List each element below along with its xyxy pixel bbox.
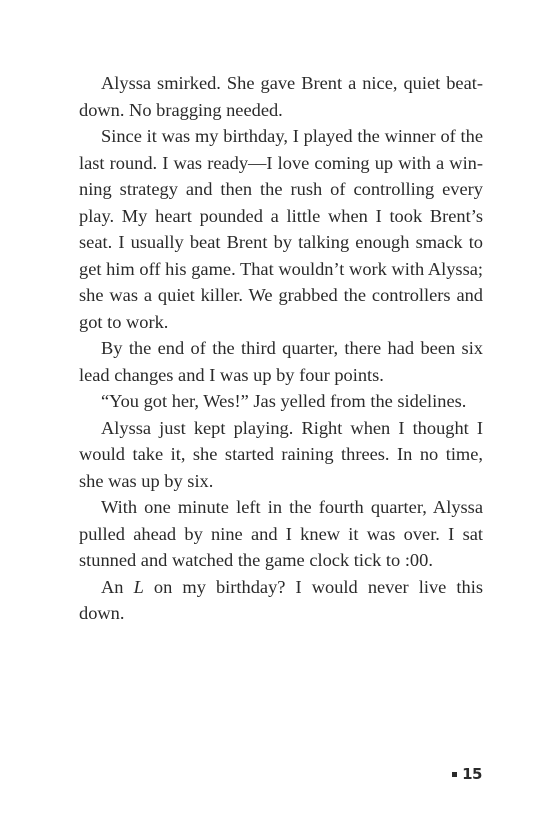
page-folio [452,765,482,783]
paragraph-7 [79,574,483,627]
paragraph-5: Alyssa just kept playing. Right when I thought I would take it, she started raining threes. In no time, she was up by six. [79,417,483,491]
paragraph-7-emphasis: L [133,576,144,597]
paragraph-7-before: An [101,576,134,597]
paragraph-2: Since it was my birthday, I played the winner of the last round. I was ready—I love coming up with a winning strategy and then the rush of controlling every play. My heart pounded a little when I took Brent’s seat. I usually beat Brent by talking enough smack to get him off his game. That wouldn’t work with Alyssa; she was a quiet killer. We grabbed the controllers and got to work. [79,126,483,332]
square-bullet-icon [452,772,457,777]
paragraph-4: “You got her, Wes!” Jas yelled from the sidelines. [101,391,467,411]
paragraph-6: With one minute left in the fourth quarter, Alyssa pulled ahead by nine and I knew it was over. I sat stunned and watched the game clock tick to :00. [79,497,483,570]
body-text [79,70,483,627]
paragraph-1: Alyssa smirked. She gave Brent a nice, quiet beatdown. No bragging needed. [79,73,483,120]
page-number: 15 [462,765,482,783]
paragraph-7-after: on my birthday? I would never live this down. [79,576,483,623]
paragraph-3: By the end of the third quarter, there had been six lead changes and I was up by four points. [79,338,483,385]
